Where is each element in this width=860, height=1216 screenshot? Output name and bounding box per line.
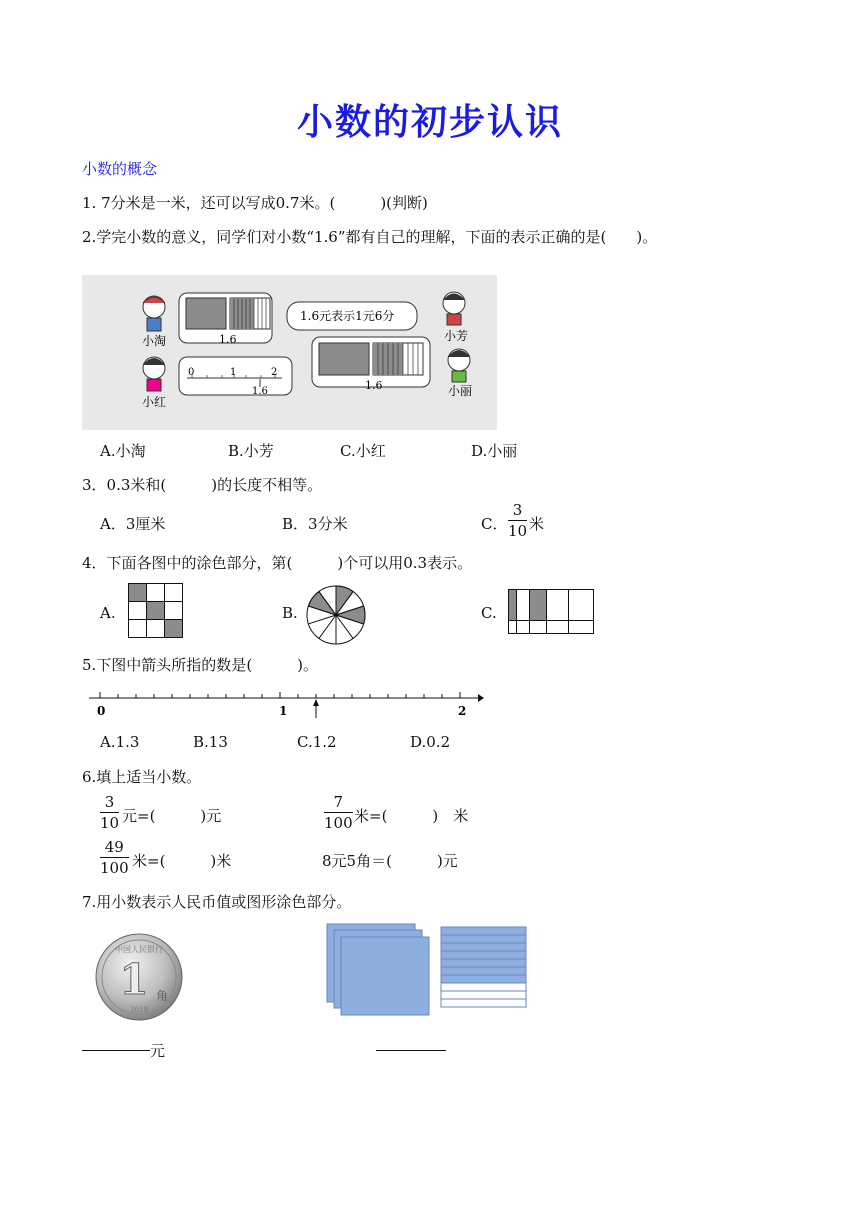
grid-tenths-1 [230,298,270,329]
svg-text:2: 2 [271,367,278,378]
q6-blank-d[interactable]: 8元5角＝( )元 [322,852,458,870]
grid-tenths-2 [373,343,423,375]
page-title: 小数的初步认识 [296,102,563,143]
question-1: 1. 7分米是一米，还可以写成0.7米。( )(判断) [82,194,428,212]
shaded-strip [441,967,526,975]
section-heading: 小数的概念 [82,160,158,178]
svg-text:1: 1 [230,367,237,378]
q3-option-c-fraction: $\frac{3}{10}$ [508,501,528,540]
up-arrow-icon [313,699,319,718]
question-2: 2.学完小数的意义，同学们对小数“1.6”都有自己的理解，下面的表示正确的是( )。 [82,228,658,246]
q3-option-a[interactable]: A．3厘米 [100,515,166,533]
q3-option-c-prefix[interactable]: C． [481,515,508,533]
name-xiaotao: 小淘 [142,334,167,348]
q4-option-a[interactable]: A. [100,604,116,622]
label-1-6-a: 1.6 [219,333,237,346]
question-6: 6.填上适当小数。 [82,768,202,786]
q5-option-b[interactable]: B.13 [193,733,228,751]
answer-blank-1[interactable] [82,1050,150,1051]
name-xiaoli: 小丽 [448,384,473,398]
blank-strip [441,991,526,999]
q6-blank-a[interactable]: 元=( )元 [122,807,222,825]
q4-option-b[interactable]: B. [282,604,298,622]
blank-strip [441,999,526,1007]
question-4: 4．下面各图中的涂色部分，第( )个可以用0.3表示。 [82,554,473,572]
coin-year: 2019 [130,1006,148,1014]
name-xiaofang: 小芳 [444,329,469,343]
question-3: 3．0.3米和( )的长度不相等。 [82,476,323,494]
q4-grid-a [128,583,183,638]
axis-label-2: 2 [458,704,467,718]
coin-unit: 角 [156,989,169,1003]
q6-fraction-b: $\frac{7}{100}$ [324,793,353,832]
shaded-strip [441,927,526,935]
q3-option-b[interactable]: B．3分米 [282,515,348,533]
q5-option-a[interactable]: A.1.3 [100,733,140,751]
q7-shapes [326,923,531,1018]
q6-fraction-c: $\frac{49}{100}$ [100,838,129,877]
q2-option-d[interactable]: D.小丽 [471,442,518,460]
svg-text:1.6: 1.6 [252,386,268,397]
name-xiaohong: 小红 [142,395,167,409]
q6-blank-c[interactable]: 米=( )米 [132,852,232,870]
svg-text:0: 0 [188,367,195,378]
label-1-6-b: 1.6 [365,379,383,392]
answer-blank-2[interactable] [376,1050,446,1051]
coin-rim-text: 中国人民银行 [115,945,163,954]
q5-option-d[interactable]: D.0.2 [410,733,451,751]
q2-option-a[interactable]: A.小淘 [100,442,146,460]
q6-blank-b[interactable]: 米=( ) 米 [354,807,469,825]
axis-label-1: 1 [279,704,288,718]
question-7: 7.用小数表示人民币值或图形涂色部分。 [82,893,352,911]
shaded-strip [441,943,526,951]
coin-value: 1 [119,955,149,1004]
blank-strip [441,983,526,991]
q2-option-b[interactable]: B.小芳 [228,442,274,460]
question-5: 5.下图中箭头所指的数是( )。 [82,656,319,674]
shaded-strip [441,935,526,943]
answer-unit-yuan: 元 [150,1042,166,1060]
q6-fraction-a: $\frac{3}{10}$ [100,793,120,832]
q4-bar-c [508,589,594,635]
shaded-strip [441,951,526,959]
q2-option-c[interactable]: C.小红 [340,442,386,460]
coin-image [94,932,184,1022]
q3-option-c-unit: 米 [529,515,545,533]
q4-option-c[interactable]: C. [481,604,497,622]
q2-illustration [82,275,497,430]
q4-pie-b [305,584,367,646]
bubble-xiaofang-text: 1.6元表示1元6分 [300,309,395,323]
shaded-strip [441,959,526,967]
q5-number-line [86,688,486,720]
axis-label-0: 0 [97,704,106,718]
shaded-strip [441,975,526,983]
q5-option-c[interactable]: C.1.2 [297,733,337,751]
